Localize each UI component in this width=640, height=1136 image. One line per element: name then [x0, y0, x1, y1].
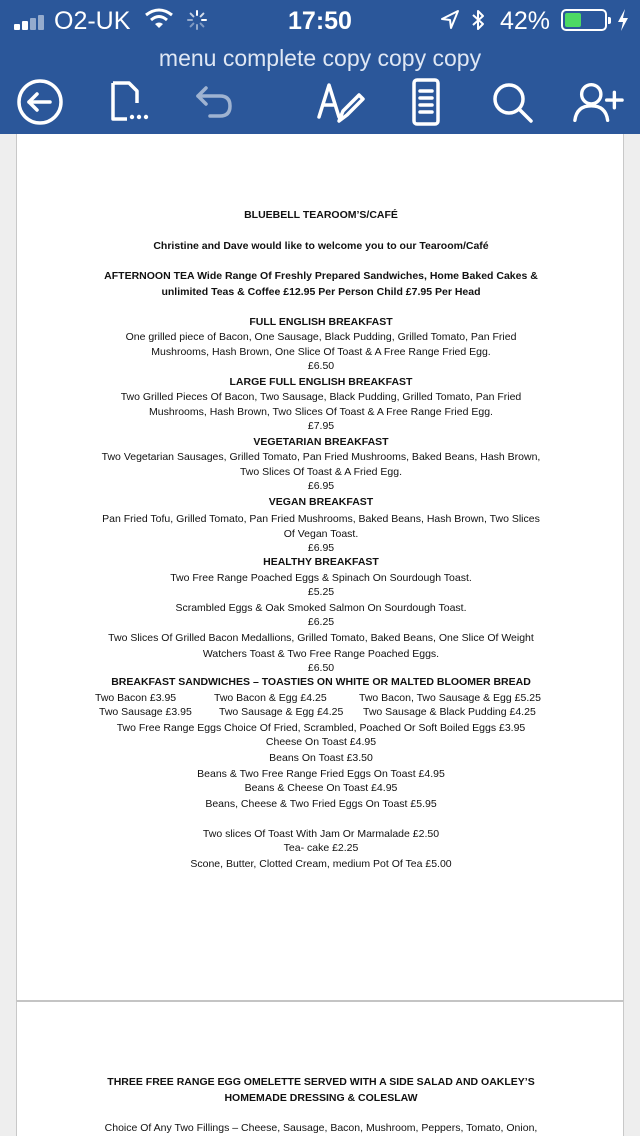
extra-item: Two slices Of Toast With Jam Or Marmalade £2.50: [202, 828, 440, 840]
section-heading: THREE FREE RANGE EGG OMELETTE SERVED WITH A SIDE SALAD AND OAKLEY’S: [107, 1076, 535, 1088]
sandwich-item: Two Sausage £3.95: [99, 706, 192, 718]
sandwich-item: Two Sausage & Black Pudding £4.25: [363, 706, 536, 718]
welcome-line: Christine and Dave would like to welcome you to our Tearoom/Café: [153, 240, 489, 252]
afternoon-tea-line: AFTERNOON TEA Wide Range Of Freshly Prepared Sandwiches, Home Baked Cakes &: [104, 270, 538, 282]
sandwich-item: Cheese On Toast £4.95: [265, 736, 377, 748]
sandwich-item: Two Bacon, Two Sausage & Egg £5.25: [359, 692, 541, 704]
undo-icon: [192, 82, 236, 122]
undo-button[interactable]: [188, 76, 240, 128]
back-icon: [15, 77, 65, 127]
document-page-1[interactable]: [16, 134, 624, 1000]
edit-icon: [315, 79, 365, 125]
item-description: Two Free Range Poached Eggs & Spinach On Sourdough Toast.: [170, 572, 472, 584]
item-description: Two Vegetarian Sausages, Grilled Tomato, Pan Fried Mushrooms, Baked Beans, Hash Brown,: [101, 451, 541, 463]
file-options-icon: [103, 79, 149, 125]
sandwich-item: Beans On Toast £3.50: [269, 752, 373, 764]
mobile-view-icon: [406, 77, 446, 127]
afternoon-tea-line: unlimited Teas & Coffee £12.95 Per Person Child £7.95 Per Head: [161, 286, 481, 298]
document-title: menu complete copy copy copy: [158, 45, 482, 71]
section-heading: VEGAN BREAKFAST: [268, 496, 374, 508]
file-options-button[interactable]: [100, 76, 152, 128]
battery-percent: 42%: [500, 7, 551, 35]
item-description: Mushrooms, Hash Brown, Two Slices Of Toast & A Free Range Fried Egg.: [149, 406, 493, 418]
battery-icon: [561, 9, 607, 31]
location-arrow-icon: [440, 9, 460, 36]
item-description: Two Slices Of Toast & A Fried Egg.: [239, 466, 403, 478]
item-price: £5.25: [307, 586, 335, 598]
carrier-name: O2-UK: [54, 7, 131, 35]
sandwich-item: Two Sausage & Egg £4.25: [219, 706, 344, 718]
item-description: Mushrooms, Hash Brown, One Slice Of Toast & A Free Range Fried Egg.: [151, 346, 491, 358]
share-button[interactable]: [572, 76, 624, 128]
edit-button[interactable]: [314, 76, 366, 128]
bluetooth-icon: [470, 8, 486, 37]
section-heading: HEALTHY BREAKFAST: [263, 556, 379, 568]
item-price: £6.25: [307, 616, 335, 628]
document-page-2[interactable]: [16, 1000, 624, 1136]
item-price: £6.50: [307, 662, 335, 674]
item-description: Of Vegan Toast.: [283, 528, 359, 540]
section-heading: LARGE FULL ENGLISH BREAKFAST: [229, 376, 413, 388]
section-heading: HOMEMADE DRESSING & COLESLAW: [224, 1092, 418, 1104]
charging-bolt-icon: [616, 8, 630, 37]
search-icon: [489, 79, 535, 125]
item-price: £6.50: [307, 360, 335, 372]
back-button[interactable]: [14, 76, 66, 128]
item-price: £6.95: [307, 542, 335, 554]
mobile-view-button[interactable]: [400, 76, 452, 128]
item-description: Scrambled Eggs & Oak Smoked Salmon On Sourdough Toast.: [175, 602, 467, 614]
item-description: Pan Fried Tofu, Grilled Tomato, Pan Fried Mushrooms, Baked Beans, Hash Brown, Two Slices: [102, 513, 540, 525]
status-bar: [0, 0, 640, 40]
item-description: Choice Of Any Two Fillings – Cheese, Sausage, Bacon, Mushroom, Peppers, Tomato, Onion,: [104, 1122, 538, 1134]
section-heading: FULL ENGLISH BREAKFAST: [249, 316, 393, 328]
share-icon: [572, 79, 624, 125]
sandwich-item: Two Free Range Eggs Choice Of Fried, Scrambled, Poached Or Soft Boiled Eggs £3.95: [116, 722, 526, 734]
section-heading: VEGETARIAN BREAKFAST: [253, 436, 389, 448]
item-description: One grilled piece of Bacon, One Sausage, Black Pudding, Grilled Tomato, Pan Fried: [125, 331, 517, 343]
sandwich-item: Beans & Two Free Range Fried Eggs On Toast £4.95: [197, 768, 445, 780]
item-description: Watchers Toast & Two Free Range Poached Eggs.: [202, 648, 440, 660]
item-price: £7.95: [307, 420, 335, 432]
sandwich-item: Beans, Cheese & Two Fried Eggs On Toast £5.95: [205, 798, 437, 810]
extra-item: Tea- cake £2.25: [283, 842, 359, 854]
item-price: £6.95: [307, 480, 335, 492]
sandwich-item: Beans & Cheese On Toast £4.95: [244, 782, 398, 794]
section-heading: BREAKFAST SANDWICHES – TOASTIES ON WHITE OR MALTED BLOOMER BREAD: [111, 676, 531, 688]
sandwich-item: Two Bacon £3.95: [95, 692, 177, 704]
item-description: Two Grilled Pieces Of Bacon, Two Sausage, Black Pudding, Grilled Tomato, Pan Fried: [120, 391, 522, 403]
search-button[interactable]: [486, 76, 538, 128]
extra-item: Scone, Butter, Clotted Cream, medium Pot Of Tea £5.00: [190, 858, 452, 870]
clock: 17:50: [288, 7, 352, 35]
sandwich-item: Two Bacon & Egg £4.25: [214, 692, 327, 704]
menu-title: BLUEBELL TEAROOM’S/CAFÉ: [244, 209, 398, 221]
item-description: Two Slices Of Grilled Bacon Medallions, Grilled Tomato, Baked Beans, One Slice Of Weight: [108, 632, 534, 644]
app-header: [0, 0, 640, 134]
